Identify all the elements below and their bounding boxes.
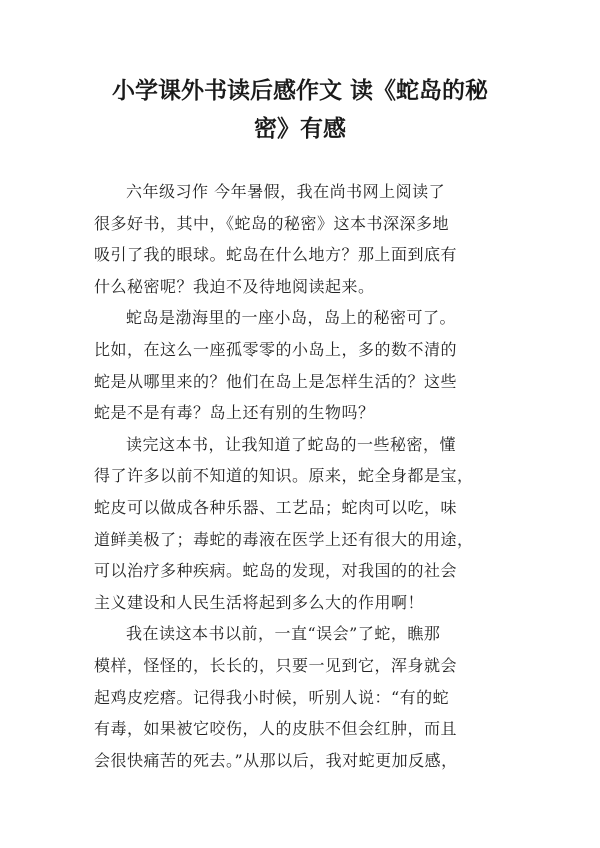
paragraph-3 (94, 429, 514, 619)
paragraph-line: 我在读这本书以前，一直“误会”了蛇，瞧那 (126, 624, 441, 644)
paragraph-2 (94, 302, 514, 428)
paragraph-line: 会很快痛苦的死去。”从那以后，我对蛇更加反感， (94, 750, 458, 770)
paragraph-line: 什么秘密呢？我迫不及待地阅读起来。 (94, 276, 375, 296)
paragraph-line: 得了许多以前不知道的知识。原来，蛇全身都是宝， (94, 466, 474, 486)
paragraph-line: 蛇是不是有毒？岛上还有别的生物吗？ (94, 403, 375, 423)
paragraph-line: 起鸡皮疙瘩。记得我小时候，听别人说：“有的蛇 (94, 687, 450, 707)
paragraph-line: 模样，怪怪的，长长的，只要一见到它，浑身就会 (94, 655, 458, 675)
paragraph-line: 很多好书，其中，《蛇岛的秘密》这本书深深多地 (94, 213, 450, 233)
paragraph-line: 蛇皮可以做成各种乐器、工艺品；蛇肉可以吃，味 (94, 497, 458, 517)
paragraph-line: 有毒，如果被它咬伤，人的皮肤不但会红肿，而且 (94, 719, 458, 739)
paragraph-line: 蛇是从哪里来的？他们在岛上是怎样生活的？这些 (94, 371, 458, 391)
paragraph-line: 读完这本书，让我知道了蛇岛的一些秘密，懂 (126, 434, 457, 454)
paragraph-line: 道鲜美极了；毒蛇的毒液在医学上还有很大的用途， (94, 529, 474, 549)
paragraph-line: 比如，在这么一座孤零零的小岛上，多的数不清的 (94, 339, 458, 359)
paragraph-4 (94, 618, 514, 776)
paragraph-1 (94, 176, 514, 302)
paragraph-line: 可以治疗多种疾病。蛇岛的发现，对我国的的社会 (94, 561, 458, 581)
document-title (60, 72, 540, 148)
paragraph-line: 蛇岛是渤海里的一座小岛，岛上的秘密可了。 (126, 308, 457, 328)
paragraph-line: 吸引了我的眼球。蛇岛在什么地方？那上面到底有 (94, 245, 458, 265)
title-line-2: 密》有感 (254, 116, 346, 142)
document-body (94, 176, 514, 776)
paragraph-line: 六年级习作 今年暑假，我在尚书网上阅读了 (126, 182, 446, 201)
paragraph-line: 主义建设和人民生活将起到多么大的作用啊！ (94, 592, 425, 612)
title-line-1: 小学课外书读后感作文 读《蛇岛的秘 (111, 78, 488, 104)
